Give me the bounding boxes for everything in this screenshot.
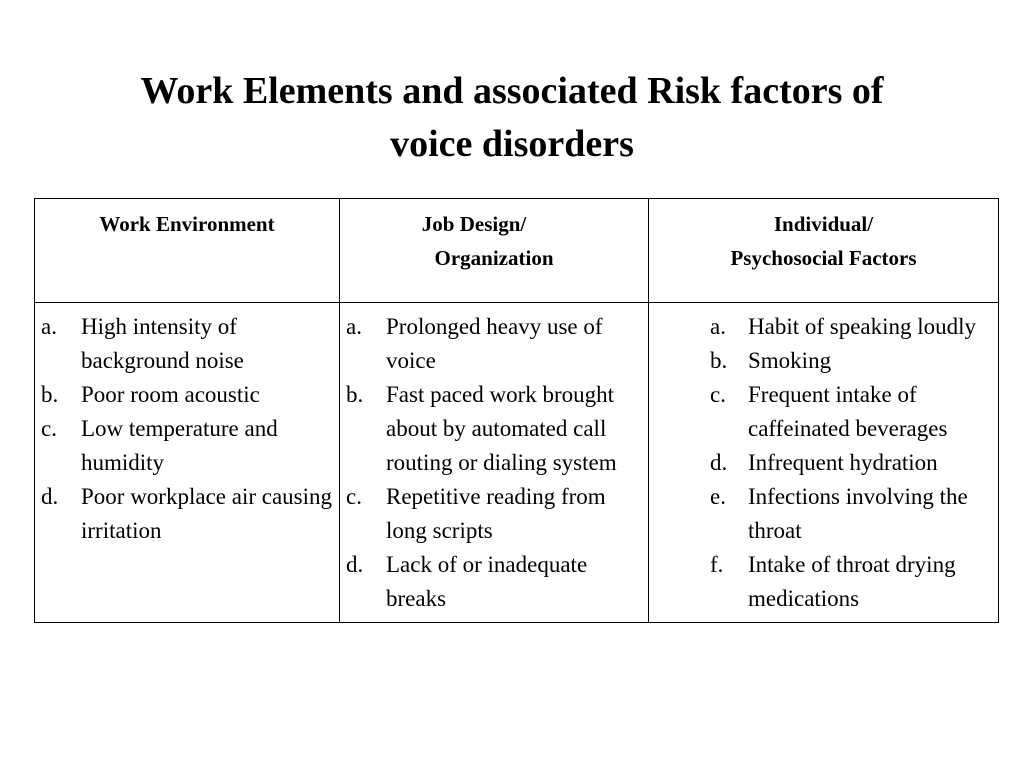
- header-job-design-line2: Organization: [434, 246, 554, 270]
- job-design-list: [346, 310, 642, 616]
- list-marker: b.: [346, 382, 364, 407]
- header-work-environment-label: Work Environment: [99, 212, 275, 236]
- list-item: [41, 412, 333, 480]
- list-item-text: Intake of throat drying medications: [748, 552, 956, 611]
- list-item: [710, 548, 992, 616]
- list-item-text: Poor workplace air causing irritation: [81, 484, 333, 543]
- list-marker: a.: [710, 314, 726, 339]
- list-item: [346, 310, 642, 378]
- list-item: [710, 378, 992, 446]
- individual-factors-list: [710, 310, 992, 616]
- list-item: [41, 378, 333, 412]
- list-item: [41, 480, 333, 548]
- list-item: [346, 378, 642, 480]
- list-item: [710, 480, 992, 548]
- list-item-text: Habit of speaking loudly: [748, 314, 977, 339]
- list-marker: b.: [41, 382, 59, 407]
- list-item-text: Fast paced work brought about by automated call routing or dialing system: [386, 382, 617, 475]
- list-item-text: Smoking: [748, 348, 832, 373]
- list-marker: d.: [346, 552, 364, 577]
- list-item-text: Low temperature and humidity: [81, 416, 278, 475]
- list-item-text: High intensity of background noise: [81, 314, 244, 373]
- header-work-environment: [35, 199, 340, 303]
- individual-factors-cell: [649, 303, 999, 623]
- list-item-text: Infrequent hydration: [748, 450, 938, 475]
- list-marker: b.: [710, 348, 728, 373]
- slide-title-line2: voice disorders: [390, 123, 634, 166]
- list-marker: a.: [346, 314, 362, 339]
- list-item: [710, 344, 992, 378]
- list-marker: c.: [41, 416, 57, 441]
- list-marker: d.: [710, 450, 728, 475]
- header-job-design-line1: Job Design/: [421, 212, 527, 236]
- list-item-text: Lack of or inadequate breaks: [386, 552, 588, 611]
- list-marker: d.: [41, 484, 59, 509]
- work-environment-cell: [35, 303, 340, 623]
- job-design-cell: [340, 303, 649, 623]
- list-item: [346, 480, 642, 548]
- risk-factors-table: [34, 198, 999, 623]
- list-item-text: Repetitive reading from long scripts: [386, 484, 606, 543]
- header-individual: [649, 199, 999, 303]
- list-item: [710, 310, 992, 344]
- list-marker: c.: [346, 484, 362, 509]
- list-item-text: Poor room acoustic: [81, 382, 260, 407]
- work-environment-list: [41, 310, 333, 548]
- list-marker: e.: [710, 484, 726, 509]
- list-item-text: Prolonged heavy use of voice: [386, 314, 603, 373]
- list-marker: f.: [710, 552, 724, 577]
- list-item-text: Infections involving the throat: [748, 484, 968, 543]
- list-marker: a.: [41, 314, 57, 339]
- slide-title-line1: Work Elements and associated Risk factors of: [140, 70, 884, 113]
- header-job-design: [340, 199, 649, 303]
- header-individual-line2: Psychosocial Factors: [730, 246, 917, 270]
- table-body-row: [35, 303, 999, 623]
- header-individual-line1: Individual/: [773, 212, 874, 236]
- list-item-text: Frequent intake of caffeinated beverages: [748, 382, 948, 441]
- list-item: [710, 446, 992, 480]
- slide-title: [0, 65, 1024, 171]
- table-header-row: [35, 199, 999, 303]
- list-item: [346, 548, 642, 616]
- list-marker: c.: [710, 382, 726, 407]
- list-item: [41, 310, 333, 378]
